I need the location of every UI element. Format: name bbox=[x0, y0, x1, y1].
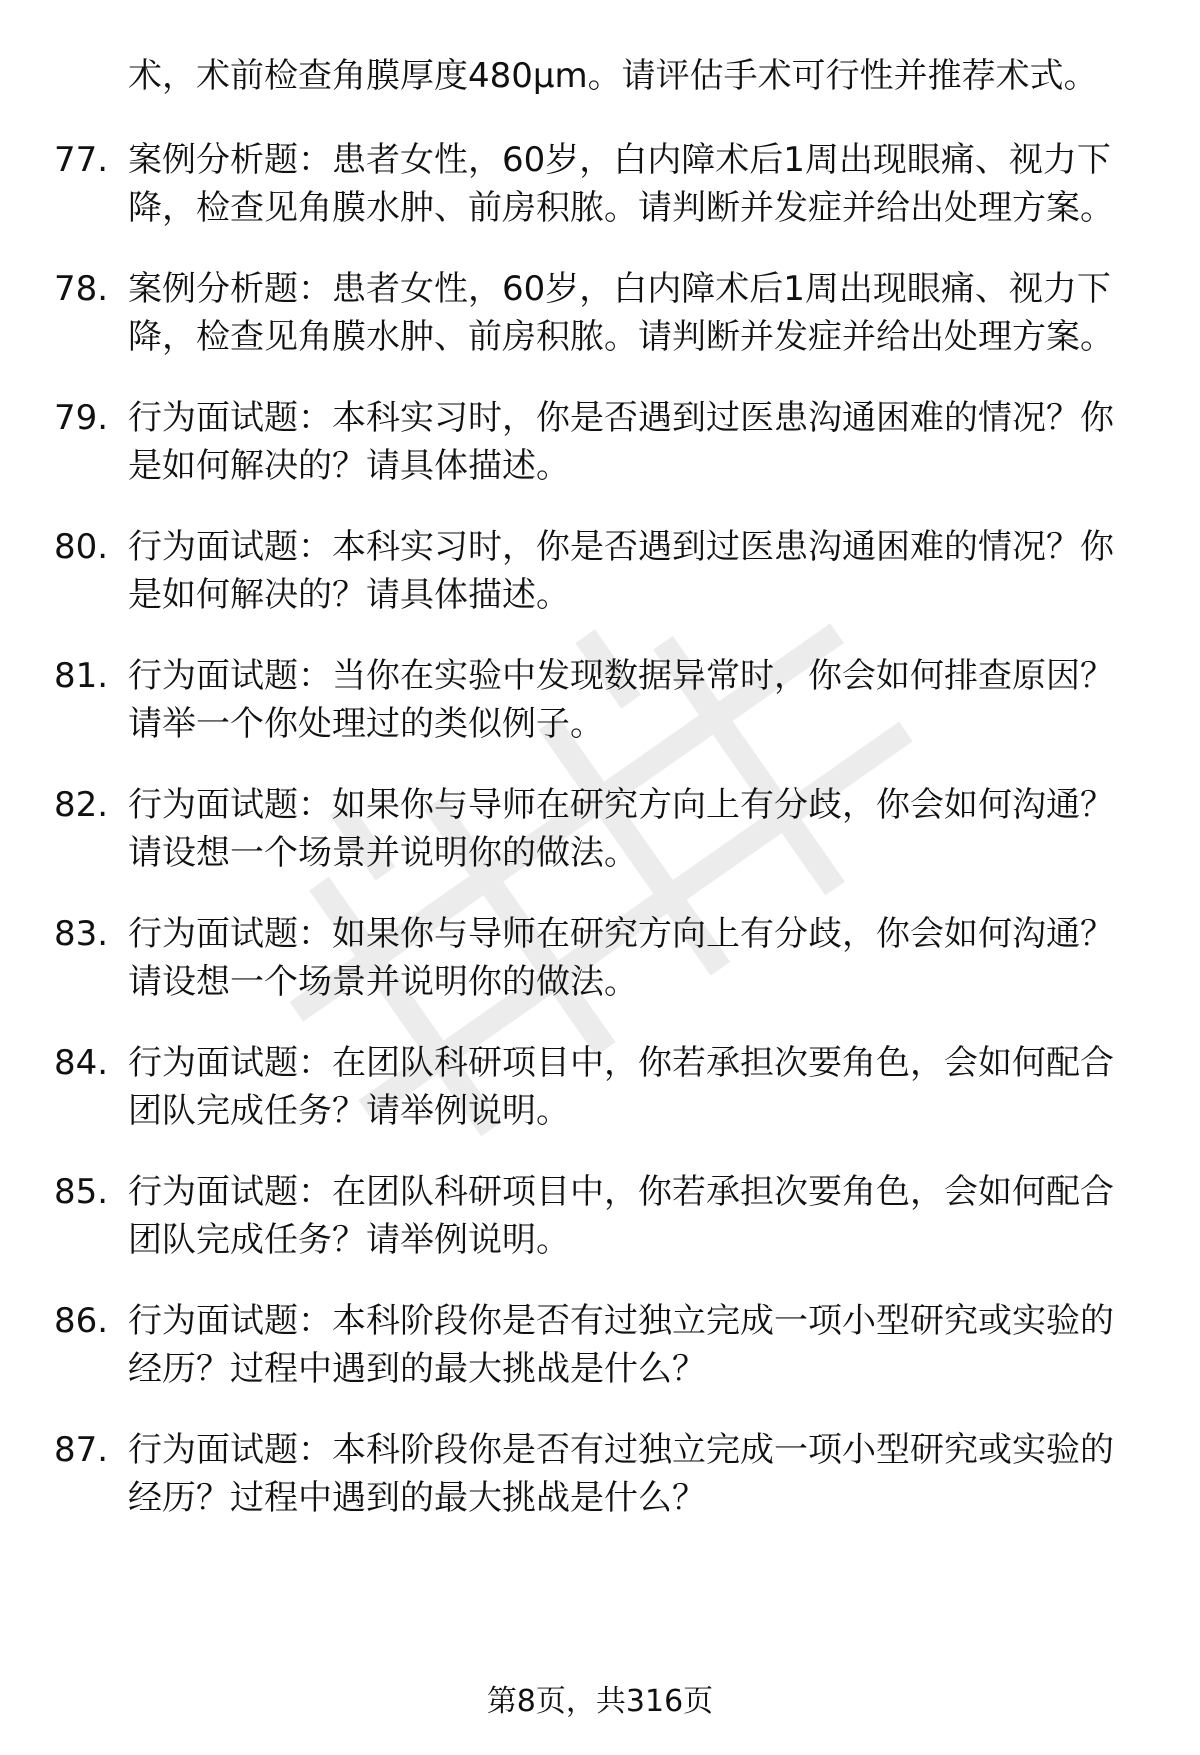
question-text: 案例分析题：患者女性，60岁，白内障术后1周出现眼痛、视力下降，检查见角膜水肿、前房积脓。请判断并发症并给出处理方案。 bbox=[128, 140, 1114, 228]
question-item bbox=[54, 1168, 1144, 1264]
question-text: 行为面试题：本科阶段你是否有过独立完成一项小型研究或实验的经历？过程中遇到的最大挑战是什么？ bbox=[128, 1430, 1114, 1518]
question-number: 83. bbox=[54, 914, 109, 954]
question-number: 84. bbox=[54, 1043, 109, 1083]
question-item bbox=[54, 1039, 1144, 1135]
question-number: 86. bbox=[54, 1301, 109, 1341]
question-item bbox=[54, 1426, 1144, 1522]
question-number: 79. bbox=[54, 398, 109, 438]
question-item bbox=[54, 136, 1144, 232]
question-item bbox=[54, 781, 1144, 877]
question-item bbox=[54, 265, 1144, 361]
question-number: 82. bbox=[54, 785, 109, 825]
question-text: 行为面试题：当你在实验中发现数据异常时，你会如何排查原因？请举一个你处理过的类似例子。 bbox=[128, 656, 1114, 744]
question-item bbox=[54, 910, 1144, 1006]
page-footer bbox=[0, 1682, 1200, 1722]
continuation-item bbox=[54, 52, 1144, 100]
question-item bbox=[54, 523, 1144, 619]
question-number: 85. bbox=[54, 1172, 109, 1212]
question-number: 78. bbox=[54, 269, 109, 309]
question-text: 案例分析题：患者女性，60岁，白内障术后1周出现眼痛、视力下降，检查见角膜水肿、前房积脓。请判断并发症并给出处理方案。 bbox=[128, 269, 1114, 357]
question-number: 87. bbox=[54, 1430, 109, 1470]
question-number: 80. bbox=[54, 527, 109, 567]
question-text: 行为面试题：如果你与导师在研究方向上有分歧，你会如何沟通？请设想一个场景并说明你的做法。 bbox=[128, 914, 1114, 1002]
page-number-label: 第8页，共316页 bbox=[486, 1684, 714, 1719]
question-text: 行为面试题：本科实习时，你是否遇到过医患沟通困难的情况？你是如何解决的？请具体描述。 bbox=[128, 527, 1114, 615]
question-text: 行为面试题：如果你与导师在研究方向上有分歧，你会如何沟通？请设想一个场景并说明你的做法。 bbox=[128, 785, 1114, 873]
question-list bbox=[54, 52, 1144, 1555]
question-item bbox=[54, 1297, 1144, 1393]
question-text: 行为面试题：在团队科研项目中，你若承担次要角色，会如何配合团队完成任务？请举例说明。 bbox=[128, 1172, 1114, 1260]
question-item bbox=[54, 652, 1144, 748]
question-number: 77. bbox=[54, 140, 109, 180]
question-number: 81. bbox=[54, 656, 109, 696]
question-text: 行为面试题：本科阶段你是否有过独立完成一项小型研究或实验的经历？过程中遇到的最大挑战是什么？ bbox=[128, 1301, 1114, 1389]
question-text: 行为面试题：在团队科研项目中，你若承担次要角色，会如何配合团队完成任务？请举例说明。 bbox=[128, 1043, 1114, 1131]
question-item bbox=[54, 394, 1144, 490]
question-text: 行为面试题：本科实习时，你是否遇到过医患沟通困难的情况？你是如何解决的？请具体描述。 bbox=[128, 398, 1114, 486]
continuation-text: 术，术前检查角膜厚度480μm。请评估手术可行性并推荐术式。 bbox=[128, 56, 1098, 96]
